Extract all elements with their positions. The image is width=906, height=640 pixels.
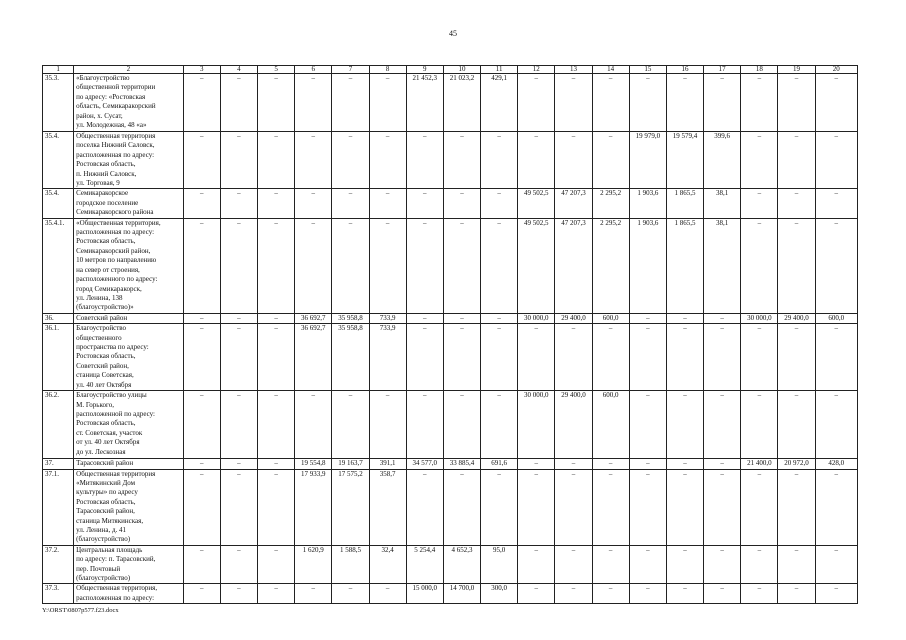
value-cell: –: [406, 189, 443, 218]
value-cell: 428,0: [815, 459, 857, 469]
value-cell: 17 933,9: [295, 469, 332, 545]
value-cell: 4 652,3: [443, 545, 480, 584]
value-cell: –: [815, 74, 857, 132]
value-cell: –: [704, 313, 741, 323]
file-path-footer: Y:\ORST\0807p577.f23.docx: [42, 607, 119, 614]
value-cell: –: [555, 459, 592, 469]
value-cell: 429,1: [481, 74, 518, 132]
value-cell: 1 865,5: [666, 189, 703, 218]
value-cell: –: [741, 545, 778, 584]
value-cell: 399,6: [704, 132, 741, 189]
value-cell: –: [629, 391, 666, 459]
value-cell: –: [220, 324, 257, 391]
value-cell: –: [592, 545, 629, 584]
value-cell: –: [295, 74, 332, 132]
value-cell: –: [555, 584, 592, 604]
table-row: [43, 218, 858, 313]
value-cell: –: [666, 324, 703, 391]
row-name-cell: «Общественная территория, расположенная по адресу: Ростовская область, Семикаракорский район, 10 метров по направлению на север от строения, расположенного по адресу: город Семикаракорск, ул. Ленина, 138 (благоустройство)»: [74, 218, 184, 313]
row-number-cell: 37.: [43, 459, 74, 469]
value-cell: –: [183, 189, 220, 218]
value-cell: –: [369, 218, 406, 313]
value-cell: 36 692,7: [295, 324, 332, 391]
value-cell: –: [518, 545, 555, 584]
table-row: [43, 584, 858, 604]
value-cell: 14 700,0: [443, 584, 480, 604]
row-name-cell: Благоустройство общественного пространства по адресу: Ростовская область, Советский район, станица Советская, ул. 40 лет Октября: [74, 324, 184, 391]
value-cell: –: [518, 469, 555, 545]
value-cell: –: [518, 74, 555, 132]
row-name-cell: Общественная территория «Митякинский Дом культуры» по адресу Ростовская область, Тарасовский район, станица Митякинская, ул. Ленина, д. 41 (благоустройство): [74, 469, 184, 545]
value-cell: –: [258, 132, 295, 189]
row-name-cell: Советский район: [74, 313, 184, 323]
value-cell: –: [369, 189, 406, 218]
value-cell: 47 207,3: [555, 189, 592, 218]
row-name-cell: Благоустройство улицы М. Горького, расположенной по адресу: Ростовская область, ст. Советская, участок от ул. 40 лет Октября до ул. Лескозная: [74, 391, 184, 459]
row-number-cell: 36.1.: [43, 324, 74, 391]
column-number-cell: 20: [815, 66, 857, 74]
value-cell: 29 400,0: [555, 391, 592, 459]
value-cell: –: [481, 313, 518, 323]
row-number-cell: 35.3.: [43, 74, 74, 132]
value-cell: –: [741, 74, 778, 132]
value-cell: –: [629, 313, 666, 323]
row-number-cell: 37.2.: [43, 545, 74, 584]
value-cell: –: [704, 469, 741, 545]
value-cell: 38,1: [704, 189, 741, 218]
value-cell: –: [518, 324, 555, 391]
value-cell: –: [704, 74, 741, 132]
value-cell: –: [481, 189, 518, 218]
column-number-cell: 11: [481, 66, 518, 74]
value-cell: –: [704, 459, 741, 469]
value-cell: –: [183, 584, 220, 604]
value-cell: 33 885,4: [443, 459, 480, 469]
column-number-cell: 4: [220, 66, 257, 74]
value-cell: –: [704, 391, 741, 459]
value-cell: –: [220, 469, 257, 545]
row-number-cell: 36.: [43, 313, 74, 323]
value-cell: –: [258, 584, 295, 604]
value-cell: –: [295, 218, 332, 313]
column-number-cell: 5: [258, 66, 295, 74]
value-cell: –: [666, 74, 703, 132]
column-number-cell: 10: [443, 66, 480, 74]
column-number-cell: 3: [183, 66, 220, 74]
table-row: [43, 74, 858, 132]
value-cell: –: [481, 324, 518, 391]
value-cell: –: [629, 324, 666, 391]
page-number: 45: [449, 29, 457, 38]
value-cell: –: [666, 584, 703, 604]
value-cell: –: [220, 132, 257, 189]
value-cell: –: [295, 584, 332, 604]
value-cell: 21 400,0: [741, 459, 778, 469]
value-cell: –: [258, 218, 295, 313]
value-cell: –: [443, 132, 480, 189]
value-cell: –: [778, 189, 815, 218]
value-cell: –: [258, 74, 295, 132]
value-cell: 32,4: [369, 545, 406, 584]
value-cell: –: [443, 391, 480, 459]
value-cell: –: [258, 313, 295, 323]
value-cell: –: [220, 459, 257, 469]
value-cell: –: [815, 189, 857, 218]
column-number-cell: 2: [74, 66, 184, 74]
value-cell: –: [592, 132, 629, 189]
value-cell: –: [778, 584, 815, 604]
value-cell: –: [741, 189, 778, 218]
value-cell: –: [741, 584, 778, 604]
value-cell: –: [443, 469, 480, 545]
value-cell: –: [592, 74, 629, 132]
row-number-cell: 36.2.: [43, 391, 74, 459]
row-number-cell: 35.4.1.: [43, 218, 74, 313]
value-cell: –: [332, 74, 369, 132]
value-cell: –: [183, 324, 220, 391]
value-cell: –: [778, 324, 815, 391]
table-row: [43, 459, 858, 469]
value-cell: 19 979,0: [629, 132, 666, 189]
value-cell: –: [704, 324, 741, 391]
value-cell: –: [406, 469, 443, 545]
value-cell: –: [629, 74, 666, 132]
value-cell: 30 000,0: [518, 391, 555, 459]
value-cell: –: [555, 545, 592, 584]
column-number-cell: 14: [592, 66, 629, 74]
value-cell: –: [220, 189, 257, 218]
value-cell: –: [258, 459, 295, 469]
row-number-cell: 35.4.: [43, 132, 74, 189]
value-cell: 15 000,0: [406, 584, 443, 604]
table-row: [43, 132, 858, 189]
column-number-row: [43, 66, 858, 74]
value-cell: –: [220, 545, 257, 584]
value-cell: –: [183, 469, 220, 545]
value-cell: 34 577,0: [406, 459, 443, 469]
value-cell: 1 903,6: [629, 218, 666, 313]
value-cell: 29 400,0: [555, 313, 592, 323]
value-cell: –: [443, 189, 480, 218]
table-row: [43, 313, 858, 323]
value-cell: –: [815, 132, 857, 189]
value-cell: –: [815, 545, 857, 584]
value-cell: –: [183, 459, 220, 469]
column-number-cell: 7: [332, 66, 369, 74]
value-cell: 35 958,8: [332, 313, 369, 323]
value-cell: –: [295, 189, 332, 218]
value-cell: –: [183, 391, 220, 459]
value-cell: –: [481, 391, 518, 459]
value-cell: –: [778, 391, 815, 459]
value-cell: –: [815, 584, 857, 604]
value-cell: –: [666, 459, 703, 469]
value-cell: –: [741, 218, 778, 313]
table-row: [43, 391, 858, 459]
value-cell: –: [369, 584, 406, 604]
value-cell: –: [629, 459, 666, 469]
value-cell: –: [666, 391, 703, 459]
column-number-cell: 16: [666, 66, 703, 74]
value-cell: 29 400,0: [778, 313, 815, 323]
value-cell: 21 023,2: [443, 74, 480, 132]
value-cell: –: [406, 324, 443, 391]
row-name-cell: Семикаракорское городское поселение Семикаракорского района: [74, 189, 184, 218]
value-cell: –: [778, 469, 815, 545]
value-cell: –: [815, 391, 857, 459]
value-cell: –: [778, 74, 815, 132]
value-cell: –: [741, 324, 778, 391]
value-cell: 358,7: [369, 469, 406, 545]
value-cell: –: [258, 545, 295, 584]
column-number-cell: 19: [778, 66, 815, 74]
value-cell: –: [369, 132, 406, 189]
row-number-cell: 35.4.: [43, 189, 74, 218]
value-cell: –: [666, 545, 703, 584]
value-cell: –: [369, 391, 406, 459]
value-cell: 1 588,5: [332, 545, 369, 584]
column-number-cell: 17: [704, 66, 741, 74]
value-cell: 21 452,3: [406, 74, 443, 132]
value-cell: 5 254,4: [406, 545, 443, 584]
value-cell: –: [592, 584, 629, 604]
value-cell: 30 000,0: [518, 313, 555, 323]
value-cell: 600,0: [815, 313, 857, 323]
value-cell: –: [220, 74, 257, 132]
value-cell: 1 865,5: [666, 218, 703, 313]
value-cell: –: [741, 469, 778, 545]
row-name-cell: Центральная площадь по адресу: п. Тарасовский, пер. Почтовый (благоустройство): [74, 545, 184, 584]
value-cell: –: [815, 469, 857, 545]
value-cell: 2 295,2: [592, 189, 629, 218]
value-cell: –: [332, 132, 369, 189]
value-cell: 19 163,7: [332, 459, 369, 469]
value-cell: –: [406, 132, 443, 189]
table-row: [43, 189, 858, 218]
row-name-cell: «Благоустройство общественной территории по адресу: «Ростовская область, Семикаракорский район, х. Сусат, ул. Молодежная, 48 «а»: [74, 74, 184, 132]
value-cell: –: [183, 218, 220, 313]
value-cell: –: [258, 189, 295, 218]
value-cell: –: [369, 74, 406, 132]
value-cell: 600,0: [592, 391, 629, 459]
value-cell: 36 692,7: [295, 313, 332, 323]
row-number-cell: 37.1.: [43, 469, 74, 545]
row-name-cell: Тарасовский район: [74, 459, 184, 469]
value-cell: 2 295,2: [592, 218, 629, 313]
column-number-cell: 1: [43, 66, 74, 74]
value-cell: –: [183, 545, 220, 584]
value-cell: –: [332, 189, 369, 218]
value-cell: –: [183, 74, 220, 132]
value-cell: –: [332, 218, 369, 313]
value-cell: –: [518, 132, 555, 189]
value-cell: –: [555, 132, 592, 189]
value-cell: –: [629, 545, 666, 584]
table-row: [43, 545, 858, 584]
value-cell: 47 207,3: [555, 218, 592, 313]
value-cell: –: [778, 218, 815, 313]
value-cell: 300,0: [481, 584, 518, 604]
value-cell: –: [183, 132, 220, 189]
column-number-cell: 18: [741, 66, 778, 74]
column-number-cell: 8: [369, 66, 406, 74]
value-cell: –: [295, 391, 332, 459]
value-cell: –: [555, 469, 592, 545]
value-cell: –: [778, 545, 815, 584]
value-cell: –: [815, 218, 857, 313]
value-cell: 1 903,6: [629, 189, 666, 218]
value-cell: –: [332, 584, 369, 604]
value-cell: 1 620,9: [295, 545, 332, 584]
value-cell: 733,9: [369, 313, 406, 323]
value-cell: –: [406, 391, 443, 459]
value-cell: 49 502,5: [518, 218, 555, 313]
budget-table: [42, 65, 858, 604]
value-cell: –: [220, 584, 257, 604]
value-cell: 20 972,0: [778, 459, 815, 469]
value-cell: –: [592, 469, 629, 545]
value-cell: –: [258, 469, 295, 545]
value-cell: –: [592, 459, 629, 469]
value-cell: –: [220, 391, 257, 459]
value-cell: –: [629, 469, 666, 545]
column-number-cell: 9: [406, 66, 443, 74]
row-name-cell: Общественная территория поселка Нижний Саловск, расположенная по адресу: Ростовская область, п. Нижний Саловск, ул. Торговая, 9: [74, 132, 184, 189]
value-cell: 19 554,8: [295, 459, 332, 469]
value-cell: –: [555, 74, 592, 132]
value-cell: –: [443, 324, 480, 391]
value-cell: 600,0: [592, 313, 629, 323]
row-name-cell: Общественная территория, расположенная по адресу:: [74, 584, 184, 604]
column-number-cell: 13: [555, 66, 592, 74]
value-cell: 95,0: [481, 545, 518, 584]
value-cell: 19 579,4: [666, 132, 703, 189]
value-cell: 38,1: [704, 218, 741, 313]
value-cell: –: [295, 132, 332, 189]
table-row: [43, 469, 858, 545]
value-cell: –: [332, 391, 369, 459]
column-number-cell: 15: [629, 66, 666, 74]
column-number-cell: 12: [518, 66, 555, 74]
value-cell: –: [741, 391, 778, 459]
value-cell: 17 575,2: [332, 469, 369, 545]
value-cell: –: [778, 132, 815, 189]
value-cell: –: [258, 324, 295, 391]
value-cell: –: [406, 218, 443, 313]
value-cell: –: [704, 545, 741, 584]
value-cell: –: [481, 132, 518, 189]
value-cell: –: [592, 324, 629, 391]
value-cell: –: [518, 584, 555, 604]
value-cell: –: [183, 313, 220, 323]
value-cell: –: [741, 132, 778, 189]
value-cell: 35 958,8: [332, 324, 369, 391]
value-cell: 30 000,0: [741, 313, 778, 323]
value-cell: –: [220, 218, 257, 313]
table-row: [43, 324, 858, 391]
value-cell: –: [443, 313, 480, 323]
value-cell: –: [258, 391, 295, 459]
value-cell: 733,9: [369, 324, 406, 391]
value-cell: 49 502,5: [518, 189, 555, 218]
value-cell: –: [481, 469, 518, 545]
value-cell: 691,6: [481, 459, 518, 469]
value-cell: –: [815, 324, 857, 391]
value-cell: –: [555, 324, 592, 391]
value-cell: 391,1: [369, 459, 406, 469]
value-cell: –: [629, 584, 666, 604]
value-cell: –: [481, 218, 518, 313]
value-cell: –: [406, 313, 443, 323]
value-cell: –: [518, 459, 555, 469]
row-number-cell: 37.3.: [43, 584, 74, 604]
value-cell: –: [666, 313, 703, 323]
column-number-cell: 6: [295, 66, 332, 74]
value-cell: –: [666, 469, 703, 545]
value-cell: –: [443, 218, 480, 313]
value-cell: –: [704, 584, 741, 604]
value-cell: –: [220, 313, 257, 323]
